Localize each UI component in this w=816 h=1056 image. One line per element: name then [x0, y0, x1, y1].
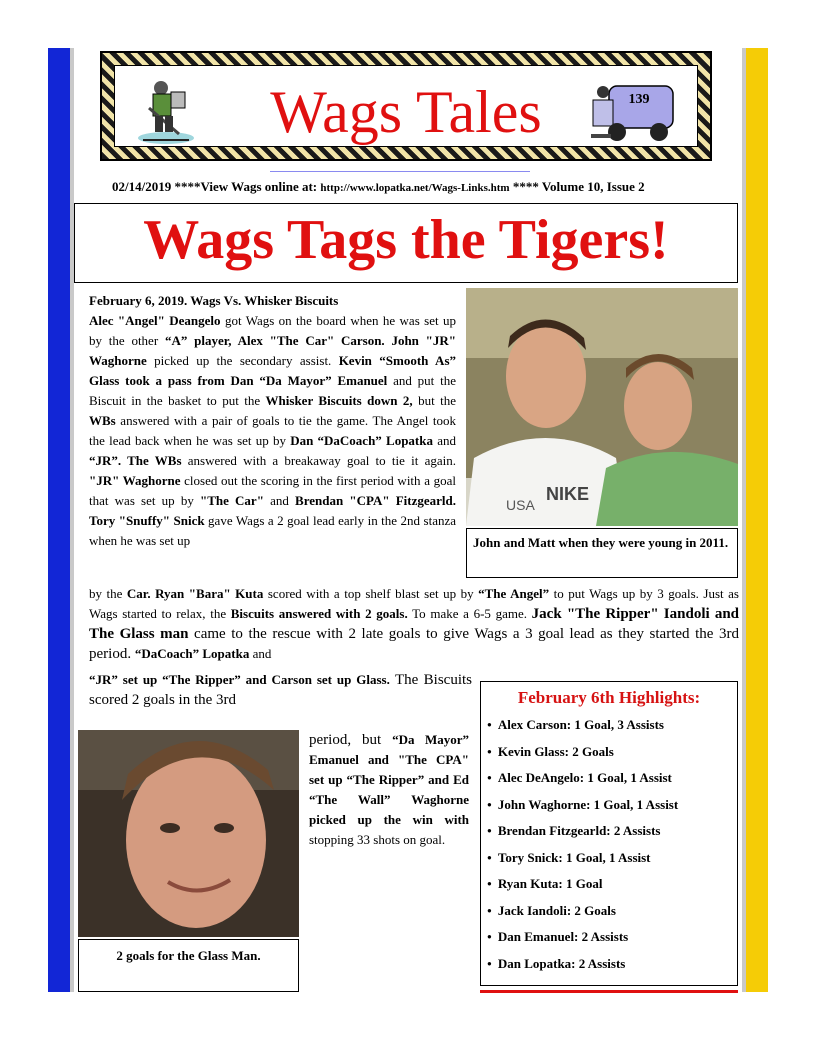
- article-paragraph: [89, 586, 739, 661]
- headline: Wags Tags the Tigers!: [143, 209, 669, 271]
- bold-text-run: “JR” set up “The Ripper” and Carson set up Glass.: [89, 672, 390, 687]
- highlight-item: ● John Waghorne: 1 Goal, 1 Assist: [487, 793, 678, 820]
- highlight-item: ● Jack Iandoli: 2 Goals: [487, 899, 678, 926]
- highlight-item: ● Tory Snick: 1 Goal, 1 Assist: [487, 846, 678, 873]
- bold-text-run: "The Car": [199, 493, 264, 508]
- photo2-caption: 2 goals for the Glass Man.: [116, 948, 261, 963]
- headline-box: [74, 203, 738, 283]
- masthead-panel: [114, 65, 698, 147]
- article-column-mid: [89, 670, 472, 710]
- photo-john-and-matt: [466, 288, 738, 526]
- photo1-caption: John and Matt when they were young in 2011.: [473, 535, 729, 550]
- text-run: period, but: [309, 732, 393, 748]
- article-intro: February 6, 2019. Wags Vs. Whisker Biscuits: [89, 293, 339, 308]
- highlight-item: ● Dan Lopatka: 2 Assists: [487, 952, 678, 979]
- bold-text-run: Kevin “Smooth As” Glass took a pass from Dan “Da Mayor” Emanuel: [89, 353, 457, 388]
- text-run: answered with a pair of goals to tie the game. The Angel took the lead back when he was set up by: [89, 413, 456, 448]
- dateline: [112, 179, 645, 195]
- bold-text-run: “Da Mayor” Emanuel and "The CPA" set up “The Ripper” and Ed “The Wall” Waghorne picked up the win with: [309, 732, 469, 827]
- issue-number: 139: [628, 92, 650, 107]
- footer-rule: [480, 990, 738, 993]
- text-run: and put the Biscuit in the basket to put the: [89, 373, 456, 408]
- bold-text-run: Brendan "CPA" Fitzgearld. Tory "Snuffy" Snick: [89, 493, 456, 528]
- article-paragraph: [309, 732, 469, 847]
- photo2-caption-box: [78, 939, 299, 992]
- left-border-rule: [70, 48, 74, 992]
- text-run: scored with a top shelf blast set up by: [263, 586, 479, 601]
- text-run: gave Wags a 2 goal lead early in the 2nd stanza when he was set up: [89, 513, 457, 548]
- photo1-caption-box: [466, 528, 738, 578]
- text-run: to put Wags up by 3 goals. Just as Wags started to relax, the: [89, 586, 739, 621]
- text-run: closed out the scoring in the first period with a goal that was set up by: [89, 473, 456, 508]
- issue-date: 02/14/2019: [112, 179, 172, 194]
- zamboni-icon: [591, 78, 677, 144]
- highlight-item: ● Brendan Fitzgearld: 2 Assists: [487, 819, 678, 846]
- bold-text-run: Alec "Angel" Deangelo: [89, 313, 221, 328]
- bold-text-run: “The Angel”: [478, 586, 550, 601]
- article-column-top: [89, 291, 456, 551]
- text-run: and: [263, 493, 296, 508]
- article-full-width: [89, 584, 739, 664]
- article-paragraph: [89, 672, 472, 707]
- text-run: The Biscuits scored 2 goals in the 3rd: [89, 672, 473, 708]
- bold-text-run: Jack "The Ripper" Iandoli and The Glass man: [89, 606, 740, 642]
- bold-text-run: Dan “DaCoach” Lopatka: [290, 433, 433, 448]
- highlight-item: ● Alec DeAngelo: 1 Goal, 1 Assist: [487, 766, 678, 793]
- text-run: answered with a breakaway goal to tie it again.: [181, 453, 456, 468]
- bold-text-run: “A” player, Alex "The Car" Carson. John "JR" Waghorne: [89, 333, 457, 368]
- view-online-text: ****View Wags online at:: [174, 179, 318, 194]
- text-run: got Wags on the board when he was set up by the other: [89, 313, 456, 348]
- text-run: by the: [89, 586, 127, 601]
- bold-text-run: "JR" Waghorne: [89, 473, 181, 488]
- website-link[interactable]: http://www.lopatka.net/Wags-Links.htm: [320, 182, 510, 194]
- bold-text-run: Whisker Biscuits down 2,: [265, 393, 413, 408]
- highlight-item: ● Kevin Glass: 2 Goals: [487, 740, 678, 767]
- highlights-list: [487, 713, 678, 978]
- highlights-box: [480, 681, 738, 986]
- masthead: [100, 51, 712, 161]
- text-run: but the: [412, 393, 456, 408]
- highlight-item: ● Ryan Kuta: 1 Goal: [487, 872, 678, 899]
- text-run: To make a 6-5 game.: [407, 606, 532, 621]
- article-paragraph: [89, 311, 456, 551]
- text-run: came to the rescue with 2 late goals to give Wags a 3 goal lead as they started the 3rd period.: [89, 626, 739, 662]
- photo-glass-man: [78, 730, 299, 937]
- text-run: and: [433, 433, 456, 448]
- highlight-item: ● Dan Emanuel: 2 Assists: [487, 925, 678, 952]
- bold-text-run: “JR”. The WBs: [89, 453, 182, 468]
- highlight-item: ● Alex Carson: 1 Goal, 3 Assists: [487, 713, 678, 740]
- text-run: and: [249, 646, 272, 661]
- volume-issue: **** Volume 10, Issue 2: [512, 179, 645, 194]
- bold-text-run: WBs: [89, 413, 116, 428]
- bold-text-run: Car. Ryan "Bara" Kuta: [126, 586, 264, 601]
- bold-text-run: “DaCoach” Lopatka: [134, 646, 250, 661]
- highlights-title: February 6th Highlights:: [517, 688, 701, 707]
- masthead-underline: [270, 171, 530, 172]
- right-border-bar: [746, 48, 768, 992]
- bold-text-run: Biscuits answered with 2 goals.: [230, 606, 408, 621]
- masthead-title: Wags Tales: [270, 79, 542, 145]
- left-border-bar: [48, 48, 70, 992]
- svg-text:USA: USA: [506, 497, 535, 513]
- article-column-small: [309, 730, 469, 850]
- text-run: stopping 33 shots on goal.: [309, 832, 446, 847]
- text-run: picked up the secondary assist.: [146, 353, 339, 368]
- svg-text:NIKE: NIKE: [546, 484, 590, 504]
